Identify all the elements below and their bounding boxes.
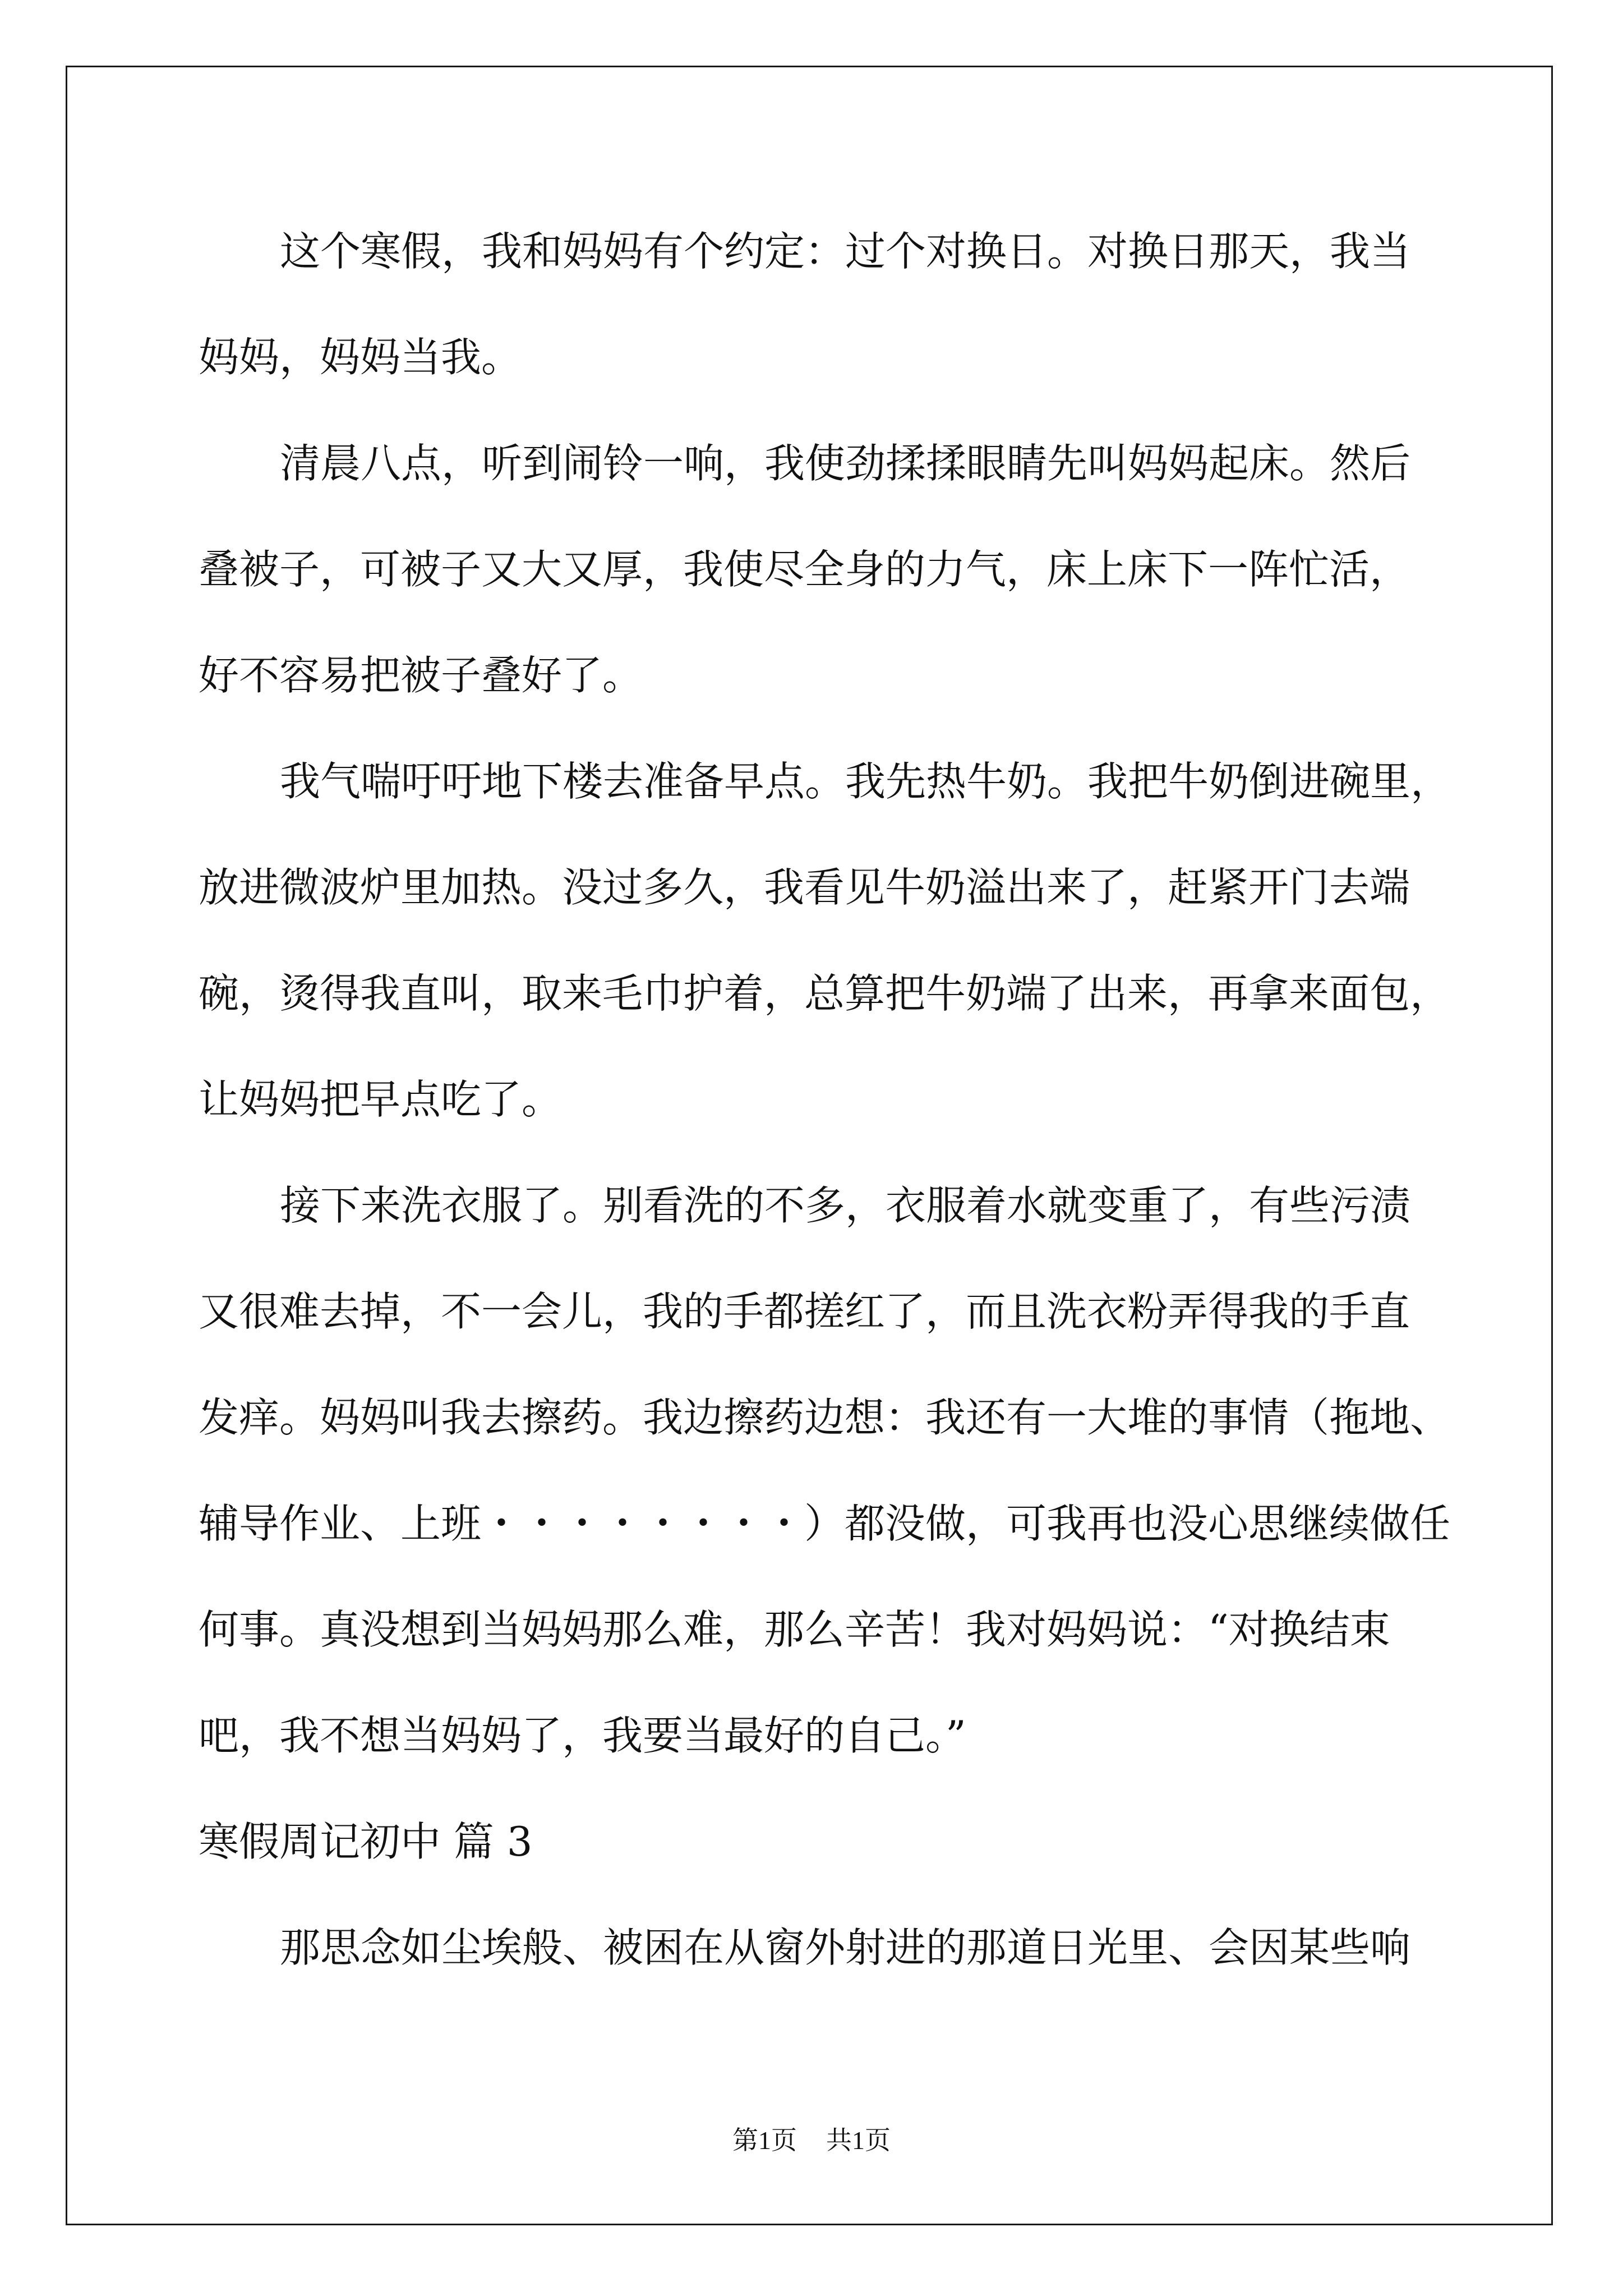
text-line: 我气喘吁吁地下楼去准备早点。我先热牛奶。我把牛奶倒进碗里， [280, 758, 1451, 805]
text-line: 让妈妈把早点吃了。 [199, 1076, 562, 1123]
text-line: 辅导作业、上班・・・・・・・・）都没做，可我再也没心思继续做任 [199, 1500, 1451, 1547]
paragraph [199, 411, 1511, 729]
text-line: 叠被子，可被子又大又厚，我使尽全身的力气，床上床下一阵忙活， [199, 546, 1410, 593]
text-line: 这个寒假，我和妈妈有个约定：过个对换日。对换日那天，我当 [280, 228, 1411, 275]
text-line: 妈妈，妈妈当我。 [199, 334, 522, 381]
text-line: 那思念如尘埃般、被困在从窗外射进的那道日光里、会因某些响 [280, 1924, 1411, 1971]
text-line: 又很难去掉，不一会儿，我的手都搓红了，而且洗衣粉弄得我的手直 [199, 1288, 1410, 1335]
paragraph [199, 199, 1511, 411]
page-footer [0, 2124, 1623, 2157]
text-line: 发痒。妈妈叫我去擦药。我边擦药边想：我还有一大堆的事情（拖地、 [199, 1394, 1451, 1441]
text-line: 接下来洗衣服了。别看洗的不多，衣服着水就变重了，有些污渍 [280, 1182, 1411, 1229]
paragraph [199, 1895, 1511, 2001]
paragraph [199, 1153, 1511, 1789]
text-line: 放进微波炉里加热。没过多久，我看见牛奶溢出来了，赶紧开门去端 [199, 864, 1410, 911]
document-body [199, 199, 1511, 2001]
section-heading: 寒假周记初中 篇 3 [199, 1818, 533, 1865]
text-line: 吧，我不想当妈妈了，我要当最好的自己。” [199, 1712, 966, 1759]
text-line: 清晨八点，听到闹铃一响，我使劲揉揉眼睛先叫妈妈起床。然后 [280, 440, 1411, 487]
text-line: 好不容易把被子叠好了。 [199, 652, 643, 699]
page-number: 第1页 [732, 2126, 797, 2155]
text-line: 何事。真没想到当妈妈那么难，那么辛苦！我对妈妈说：“对换结束 [199, 1606, 1390, 1653]
paragraph [199, 729, 1511, 1153]
text-line: 碗，烫得我直叫，取来毛巾护着，总算把牛奶端了出来，再拿来面包， [199, 970, 1451, 1017]
page-total: 共1页 [826, 2126, 891, 2155]
